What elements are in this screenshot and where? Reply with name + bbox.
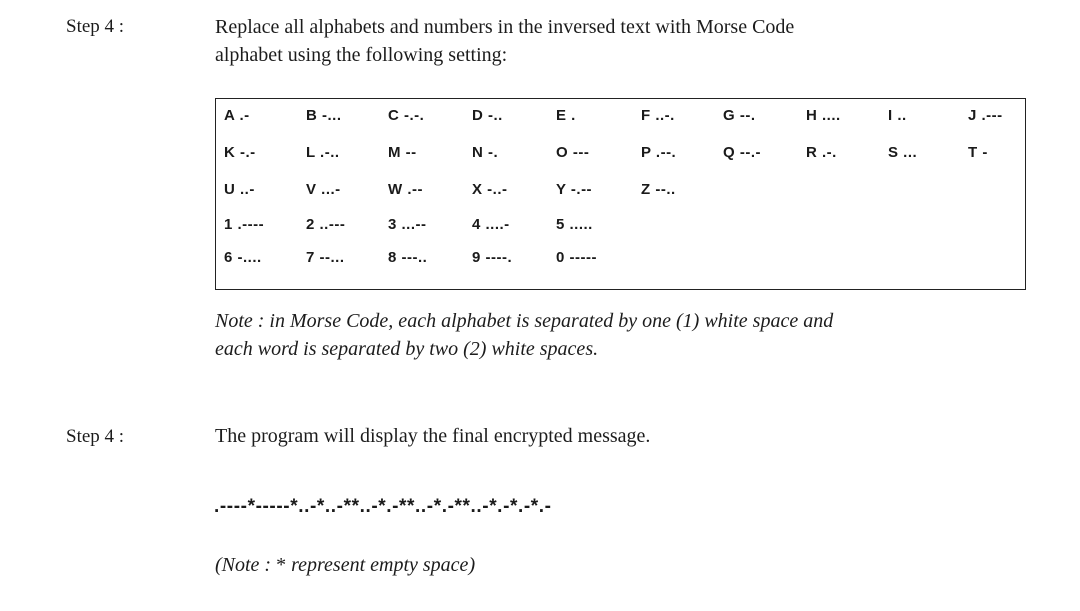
morse-cell-h: H .... <box>806 107 841 124</box>
morse-cell-1: 1 .---- <box>224 216 265 233</box>
morse-cell-4: 4 ....- <box>472 216 510 233</box>
step-label-2: Step 4 : <box>66 426 125 447</box>
morse-cell-p: P .--. <box>641 144 677 161</box>
morse-cell-m: M -- <box>388 144 417 161</box>
morse-cell-3: 3 ...-- <box>388 216 427 233</box>
morse-cell-r: R .-. <box>806 144 837 161</box>
note2-prefix: (Note : <box>215 554 277 576</box>
morse-cell-j: J .--- <box>968 107 1003 124</box>
morse-cell-u: U ..- <box>224 181 255 198</box>
note-line-1: Note : in Morse Code, each alphabet is separated by one (1) white space and <box>215 310 834 332</box>
morse-cell-y: Y -.-- <box>556 181 593 198</box>
morse-cell-t: T - <box>968 144 988 161</box>
morse-cell-c: C -.-. <box>388 107 425 124</box>
morse-cell-9: 9 ----. <box>472 249 513 266</box>
step-4-instruction <box>215 13 1035 69</box>
morse-cell-5: 5 ..... <box>556 216 593 233</box>
morse-cell-k: K -.- <box>224 144 256 161</box>
morse-cell-0: 0 ----- <box>556 249 597 266</box>
step-4-display-text: The program will display the final encrypted message. <box>215 425 651 447</box>
note2-suffix: represent empty space) <box>286 554 476 576</box>
morse-cell-q: Q --.- <box>723 144 761 161</box>
morse-code-table <box>215 98 1026 290</box>
step-label-1: Step 4 : <box>66 16 125 37</box>
morse-cell-i: I .. <box>888 107 907 124</box>
morse-cell-b: B -... <box>306 107 342 124</box>
note2-star: * <box>276 554 287 576</box>
morse-cell-f: F ..-. <box>641 107 675 124</box>
morse-cell-e: E . <box>556 107 576 124</box>
morse-cell-7: 7 --... <box>306 249 345 266</box>
morse-cell-2: 2 ..--- <box>306 216 346 233</box>
instruction-line-1: Replace all alphabets and numbers in the inversed text with Morse Code <box>215 16 795 38</box>
morse-cell-x: X -..- <box>472 181 508 198</box>
encrypted-message: .----*-----*..-*..-**..-*.-**..-*.-**..-*.-*.-*.- <box>214 496 552 517</box>
note-line-2: each word is separated by two (2) white spaces. <box>215 338 599 360</box>
morse-cell-6: 6 -.... <box>224 249 262 266</box>
morse-cell-g: G --. <box>723 107 756 124</box>
instruction-line-2: alphabet using the following setting: <box>215 44 508 66</box>
morse-cell-n: N -. <box>472 144 499 161</box>
morse-spacing-note <box>215 307 1035 363</box>
morse-cell-d: D -.. <box>472 107 503 124</box>
morse-cell-l: L .-.. <box>306 144 340 161</box>
empty-space-note <box>215 551 1035 579</box>
morse-cell-o: O --- <box>556 144 590 161</box>
morse-cell-z: Z --.. <box>641 181 676 198</box>
morse-cell-w: W .-- <box>388 181 423 198</box>
morse-cell-a: A .- <box>224 107 250 124</box>
morse-cell-8: 8 ---.. <box>388 249 428 266</box>
morse-cell-v: V ...- <box>306 181 341 198</box>
morse-cell-s: S ... <box>888 144 918 161</box>
